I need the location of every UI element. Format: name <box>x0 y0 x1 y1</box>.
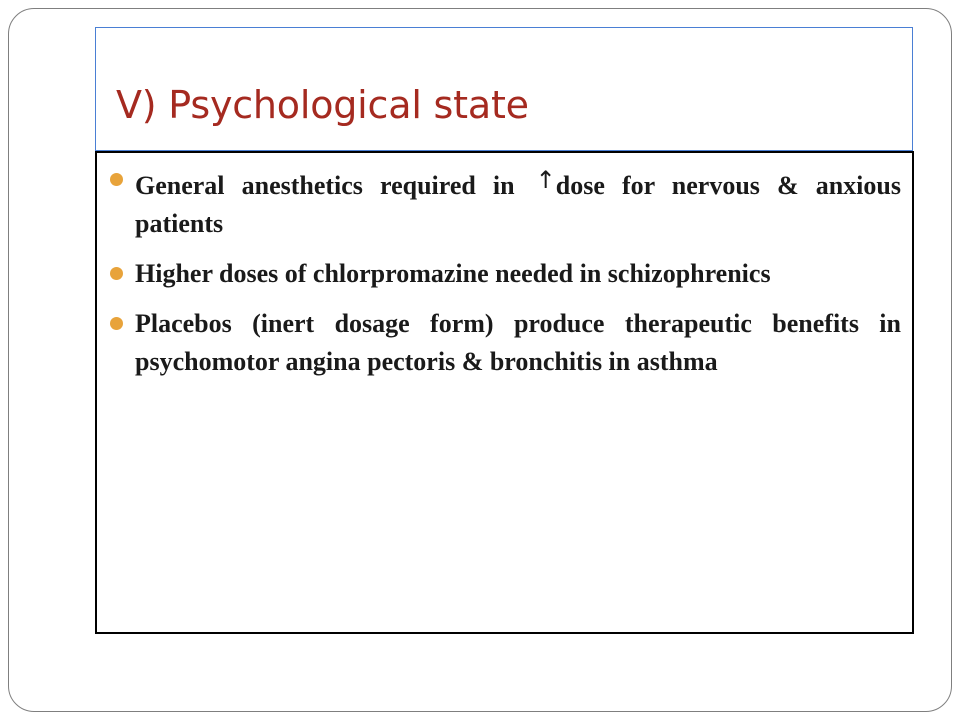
bullet-text-part-2: dose for nervous & anxious patients <box>135 171 901 238</box>
bullet-text: Higher doses of chlorpromazine needed in schizophrenics <box>135 259 771 288</box>
bullet-text-part-1: General anesthetics required in <box>135 171 532 200</box>
bullet-text: Placebos (inert dosage form) produce therapeutic benefits in psychomotor angina pectoris & bronchitis in asthma <box>135 309 901 376</box>
bullet-list <box>135 161 901 393</box>
up-arrow-icon: ↑ <box>535 166 556 194</box>
slide-title: V) Psychological state <box>116 83 529 127</box>
bullet-item-chlorpromazine <box>135 255 901 293</box>
content-placeholder <box>95 151 914 634</box>
bullet-dot-icon <box>110 173 123 186</box>
bullet-item-placebos <box>135 305 901 381</box>
bullet-dot-icon <box>110 317 123 330</box>
bullet-dot-icon <box>110 267 123 280</box>
title-placeholder <box>95 27 913 151</box>
bullet-item-anesthetics <box>135 161 901 243</box>
